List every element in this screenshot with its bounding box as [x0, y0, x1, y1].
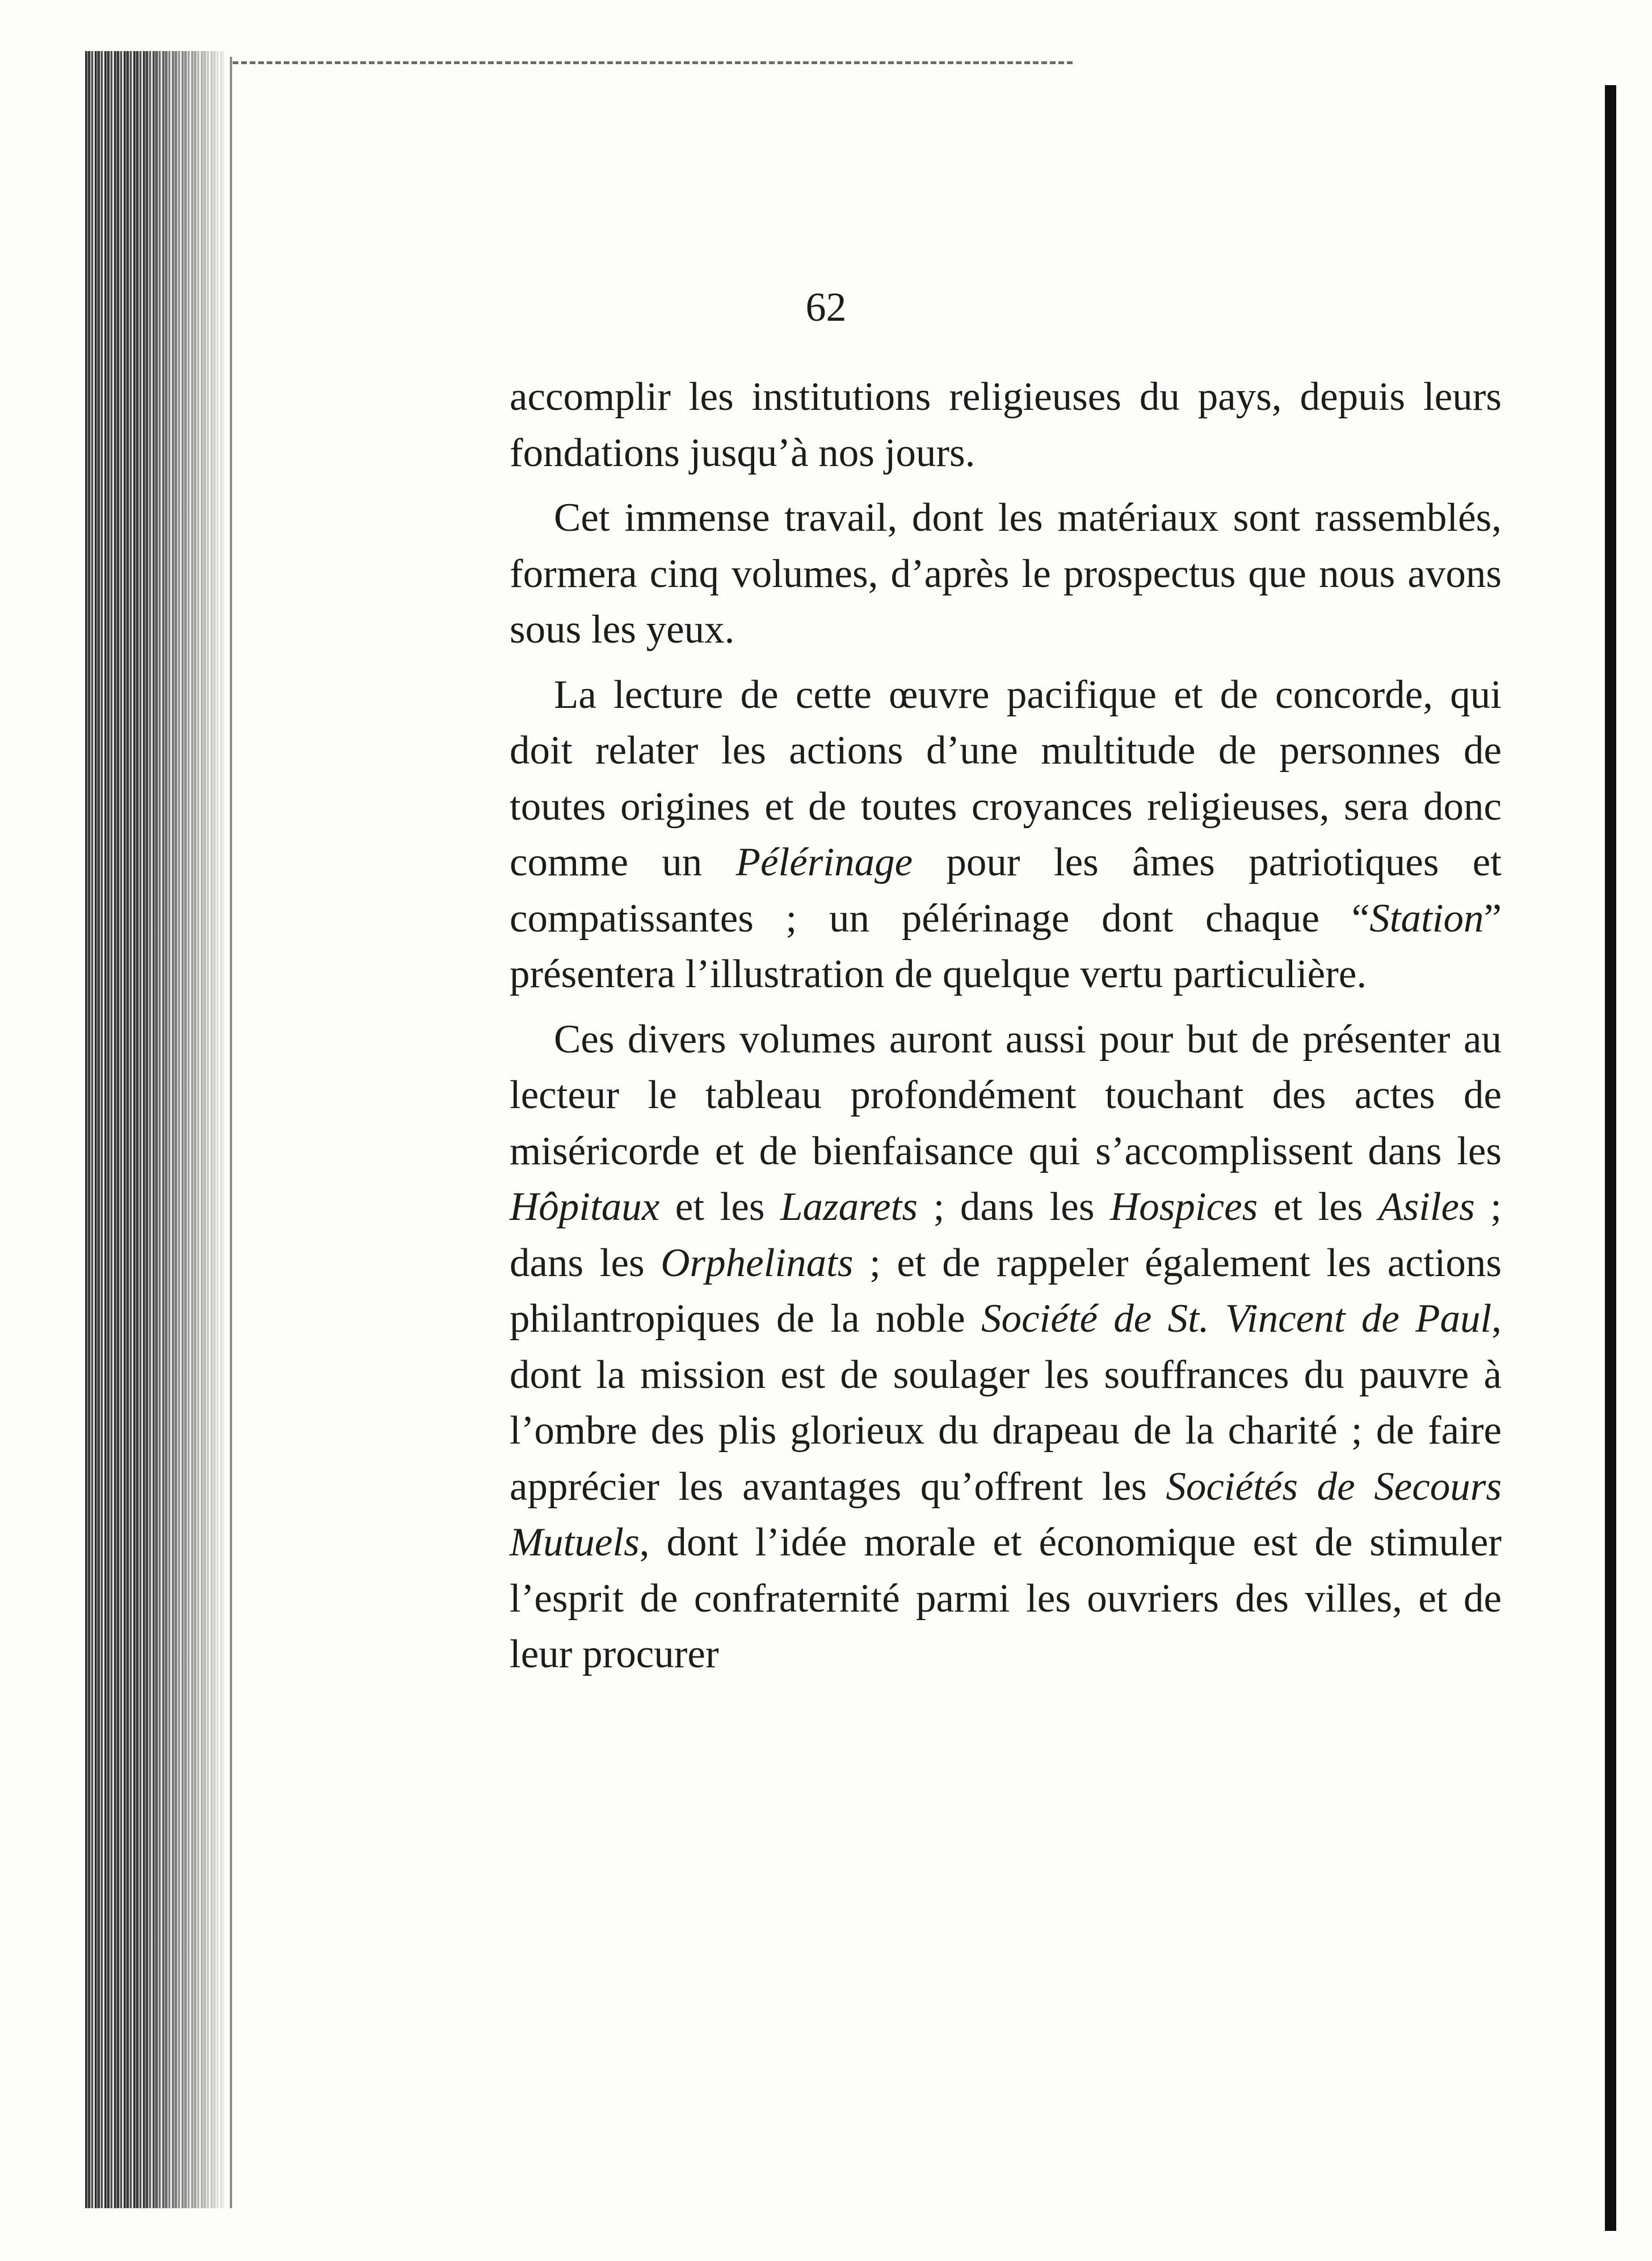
text-run: Ces divers volumes auront aussi pour but de présenter au lecteur le tableau profondément touchant des actes de miséricorde et de bienfaisance qui s’accomplissent dans les [510, 1017, 1502, 1173]
text-run: ; dans les [918, 1185, 1111, 1229]
italic-term: Hôpitaux [510, 1185, 660, 1229]
paragraph-work-volumes: Cet immense travail, dont les matériaux sont rassemblés, formera cinq volumes, d’après le prospectus que nous avons sous les yeux. [510, 496, 1502, 652]
text-run: et les [659, 1185, 781, 1229]
paragraph-pilgrimage [510, 667, 1502, 1002]
italic-term: Pélérinage [735, 840, 913, 884]
text-run: ” présentera l’illustration de quelque vertu particulière. [510, 896, 1502, 996]
text-run: et les [1258, 1185, 1379, 1229]
text-run: , dont l’idée morale et économique est de stimuler l’esprit de confraternité parmi les ouvriers des villes, et de leur procurer [510, 1520, 1502, 1676]
page-edge-rule [230, 57, 232, 2208]
text-run: ; dans les [510, 1185, 1502, 1285]
text-run: La lecture de cette œuvre pacifique et de concorde, qui doit relater les actions d’une multitude de personnes de toutes origines et de toutes croyances religieuses, sera donc comme un [510, 672, 1502, 884]
italic-term: Orphelinats [661, 1240, 854, 1285]
text-run: , dont la mission est de soulager les souffrances du pauvre à l’ombre des plis glorieux du drapeau de la charité ; de faire apprécier les avantages qu’offrent les [510, 1297, 1502, 1509]
italic-term: Hospices [1110, 1185, 1258, 1229]
text-run: ; et de rappeler également les actions philantropiques de la noble [510, 1240, 1502, 1341]
page-number: 62 [805, 284, 847, 330]
body-text [510, 369, 1502, 1692]
top-edge-line [233, 61, 1073, 64]
italic-term: Lazarets [780, 1185, 918, 1229]
italic-term: Sociétés de Secours Mutuels [510, 1464, 1502, 1564]
italic-term: Station [1369, 896, 1484, 941]
binding-shadow [142, 51, 233, 2208]
italic-term: Asiles [1378, 1185, 1475, 1229]
text-run: pour les âmes patriotiques et compatissantes ; un pélérinage dont chaque “ [510, 840, 1502, 941]
paragraph-charity-works [510, 1012, 1502, 1683]
right-edge-bar [1605, 85, 1616, 2231]
italic-term: Société de St. Vincent de Paul [981, 1297, 1492, 1341]
paragraph-continuation: accomplir les institutions religieuses du pays, depuis leurs fondations jusqu’à nos jours. [510, 375, 1502, 475]
